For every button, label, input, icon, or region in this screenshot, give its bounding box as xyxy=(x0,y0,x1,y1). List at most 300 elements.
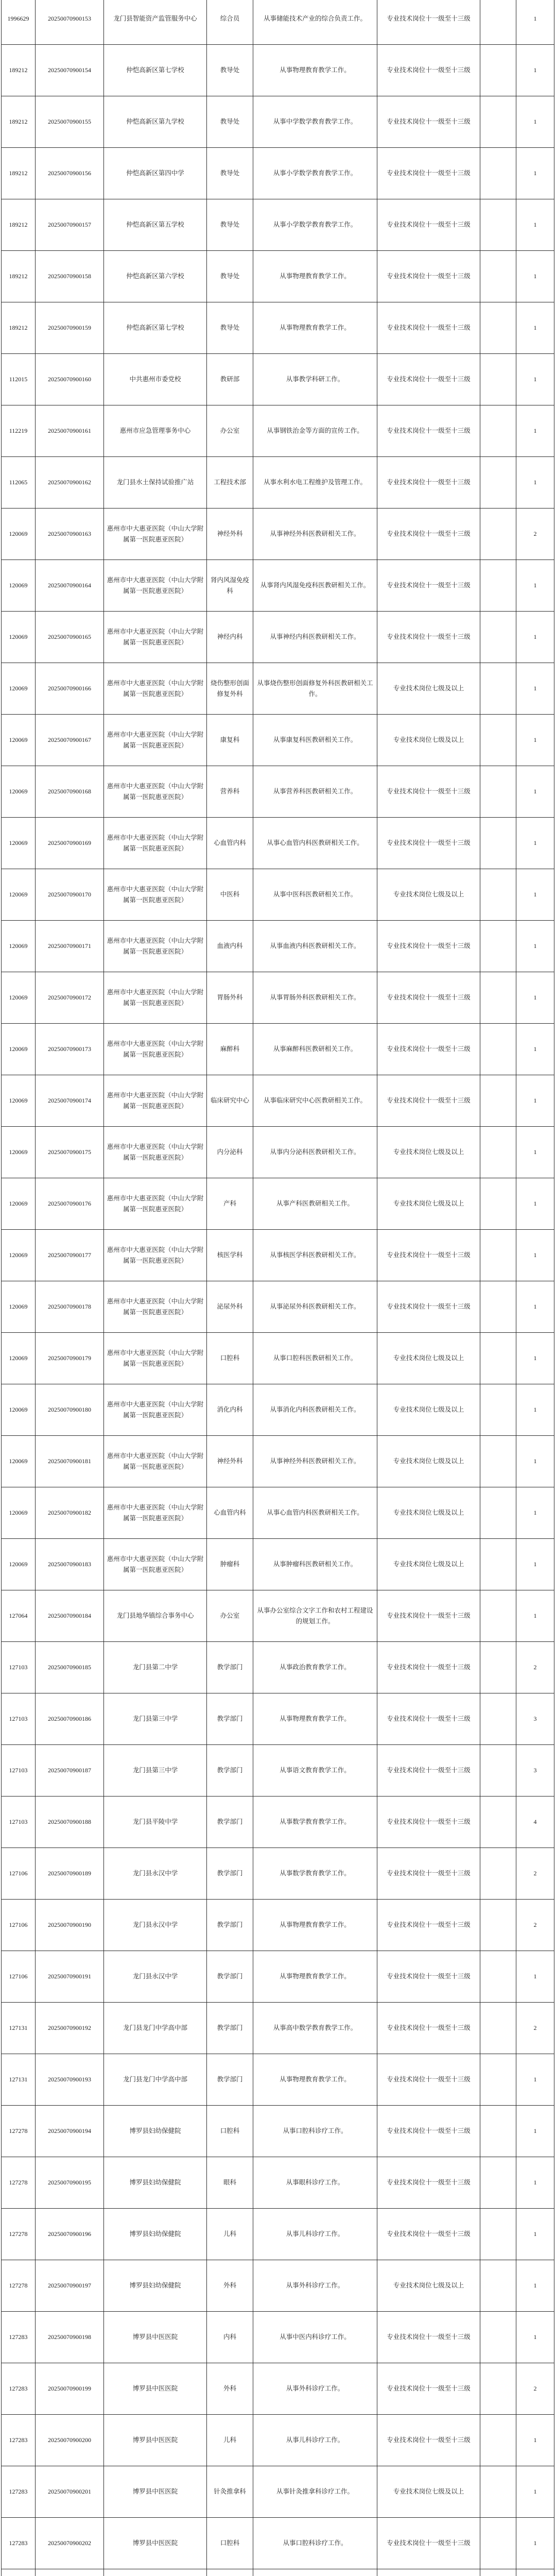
headcount-cell: 1 xyxy=(516,1178,554,1230)
job-description-cell: 从事钢铁治金等方面的宣传工作。 xyxy=(253,405,377,457)
job-description-cell: 从事物理教育教学工作。 xyxy=(253,302,377,354)
blank-cell xyxy=(480,663,516,715)
unit-name-cell: 仲恺高新区第五学校 xyxy=(104,199,207,251)
blank-cell xyxy=(480,1075,516,1127)
unit-code-cell: 127131 xyxy=(2,2054,36,2106)
department-cell: 教学部门 xyxy=(207,1693,253,1745)
unit-code-cell: 120069 xyxy=(2,921,36,972)
job-description-cell: 从事产科医教研相关工作。 xyxy=(253,1178,377,1230)
unit-code-cell: 120069 xyxy=(2,509,36,560)
unit-code-cell: 120069 xyxy=(2,1281,36,1333)
position-code-cell: 20250070900164 xyxy=(36,560,104,612)
unit-name-cell: 惠州市中大惠亚医院（中山大学附属第一医院惠亚医院） xyxy=(104,972,207,1024)
blank-cell xyxy=(480,1436,516,1487)
post-level-cell: 专业技术岗位十一级至十三级 xyxy=(377,972,480,1024)
department-cell: 消化内科 xyxy=(207,1384,253,1436)
department-cell: 营养科 xyxy=(207,766,253,818)
unit-name-cell: 博罗县中医医院 xyxy=(104,2415,207,2466)
unit-code-cell: 120069 xyxy=(2,818,36,869)
department-cell: 工程技术部 xyxy=(207,457,253,509)
unit-code-cell: 127103 xyxy=(2,1693,36,1745)
post-level-cell: 专业技术岗位十一级至十三级 xyxy=(377,2157,480,2209)
position-code-cell: 20250070900174 xyxy=(36,1075,104,1127)
table-row xyxy=(2,1745,554,1797)
job-description-cell: 从事小学数学教育教学工作。 xyxy=(253,199,377,251)
unit-code-cell: 120069 xyxy=(2,766,36,818)
unit-name-cell: 惠州市中大惠亚医院（中山大学附属第一医院惠亚医院） xyxy=(104,1333,207,1384)
department-cell: 口腔科 xyxy=(207,2106,253,2157)
table-row xyxy=(2,1642,554,1693)
unit-code-cell: 189212 xyxy=(2,96,36,148)
post-level-cell: 专业技术岗位十一级至十三级 xyxy=(377,1951,480,2003)
unit-name-cell xyxy=(104,2569,207,2576)
position-code-cell: 20250070900186 xyxy=(36,1693,104,1745)
position-code-cell: 20250070900168 xyxy=(36,766,104,818)
blank-cell xyxy=(480,1178,516,1230)
table-row xyxy=(2,148,554,199)
headcount-cell: 3 xyxy=(516,1745,554,1797)
department-cell: 教导处 xyxy=(207,302,253,354)
job-description-cell: 从事教学科研工作。 xyxy=(253,354,377,405)
job-description-cell: 从事烧伤整形创面修复外科医教研相关工作。 xyxy=(253,663,377,715)
unit-code-cell: 112219 xyxy=(2,405,36,457)
blank-cell xyxy=(480,2054,516,2106)
blank-cell xyxy=(480,45,516,96)
post-level-cell: 专业技术岗位十一级至十三级 xyxy=(377,2518,480,2569)
blank-cell xyxy=(480,302,516,354)
unit-name-cell: 惠州市中大惠亚医院（中山大学附属第一医院惠亚医院） xyxy=(104,663,207,715)
department-cell: 心血管内科 xyxy=(207,1487,253,1539)
job-description-cell: 从事语文教育教学工作。 xyxy=(253,1745,377,1797)
position-code-cell: 20250070900182 xyxy=(36,1487,104,1539)
blank-cell xyxy=(480,715,516,766)
blank-cell xyxy=(480,1281,516,1333)
post-level-cell: 专业技术岗位十一级至十三级 xyxy=(377,251,480,302)
department-cell: 教学部门 xyxy=(207,1848,253,1900)
unit-code-cell: 189212 xyxy=(2,251,36,302)
position-code-cell: 20250070900161 xyxy=(36,405,104,457)
unit-code-cell: 189212 xyxy=(2,199,36,251)
headcount-cell: 2 xyxy=(516,509,554,560)
post-level-cell: 专业技术岗位十一级至十三级 xyxy=(377,457,480,509)
headcount-cell: 1 xyxy=(516,2106,554,2157)
headcount-cell: 1 xyxy=(516,766,554,818)
job-description-cell: 从事小学数学教育教学工作。 xyxy=(253,148,377,199)
unit-name-cell: 惠州市中大惠亚医院（中山大学附属第一医院惠亚医院） xyxy=(104,1384,207,1436)
department-cell: 教学部门 xyxy=(207,1797,253,1848)
table-row xyxy=(2,972,554,1024)
unit-code-cell: 120069 xyxy=(2,1487,36,1539)
table-row xyxy=(2,921,554,972)
unit-code-cell: 127103 xyxy=(2,1797,36,1848)
position-code-cell: 20250070900172 xyxy=(36,972,104,1024)
headcount-cell: 3 xyxy=(516,1693,554,1745)
unit-code-cell: 189212 xyxy=(2,45,36,96)
headcount-cell: 1 xyxy=(516,2466,554,2518)
position-code-cell: 20250070900198 xyxy=(36,2312,104,2363)
department-cell: 口腔科 xyxy=(207,1333,253,1384)
unit-name-cell: 仲恺高新区第六学校 xyxy=(104,251,207,302)
blank-cell xyxy=(480,1642,516,1693)
unit-name-cell: 惠州市中大惠亚医院（中山大学附属第一医院惠亚医院） xyxy=(104,1539,207,1590)
department-cell: 教学部门 xyxy=(207,1745,253,1797)
job-description-cell: 从事水利水电工程维护及管理工作。 xyxy=(253,457,377,509)
headcount-cell: 2 xyxy=(516,2363,554,2415)
table-row xyxy=(2,45,554,96)
table-row xyxy=(2,1075,554,1127)
job-description-cell: 从事心血管内科医教研相关工作。 xyxy=(253,818,377,869)
table-row xyxy=(2,2106,554,2157)
job-description-cell: 从事儿科诊疗工作。 xyxy=(253,2209,377,2260)
unit-code-cell: 120069 xyxy=(2,715,36,766)
department-cell: 外科 xyxy=(207,2363,253,2415)
headcount-cell: 1 xyxy=(516,663,554,715)
job-description-cell: 从事麻醉科医教研相关工作。 xyxy=(253,1024,377,1075)
unit-name-cell: 龙门县永汉中学 xyxy=(104,1900,207,1951)
unit-code-cell: 127131 xyxy=(2,2003,36,2054)
post-level-cell: 专业技术岗位十一级至十三级 xyxy=(377,921,480,972)
headcount-cell: 1 xyxy=(516,354,554,405)
job-description-cell: 从事数学教育教学工作。 xyxy=(253,1848,377,1900)
post-level-cell: 专业技术岗位七级及以上 xyxy=(377,1384,480,1436)
unit-code-cell: 127278 xyxy=(2,2209,36,2260)
unit-name-cell: 仲恺高新区第四中学 xyxy=(104,148,207,199)
table-row xyxy=(2,2209,554,2260)
post-level-cell: 专业技术岗位十一级至十三级 xyxy=(377,2312,480,2363)
headcount-cell: 1 xyxy=(516,1281,554,1333)
headcount-cell: 1 xyxy=(516,560,554,612)
table-row xyxy=(2,1487,554,1539)
position-code-cell: 20250070900156 xyxy=(36,148,104,199)
table-row xyxy=(2,2312,554,2363)
unit-code-cell: 127278 xyxy=(2,2260,36,2312)
department-cell: 教学部门 xyxy=(207,1642,253,1693)
job-description-cell: 从事数学教育教学工作。 xyxy=(253,1797,377,1848)
unit-name-cell: 惠州市中大惠亚医院（中山大学附属第一医院惠亚医院） xyxy=(104,869,207,921)
unit-code-cell: 120069 xyxy=(2,972,36,1024)
blank-cell xyxy=(480,457,516,509)
blank-cell xyxy=(480,509,516,560)
post-level-cell: 专业技术岗位七级及以上 xyxy=(377,1487,480,1539)
headcount-cell: 1 xyxy=(516,2312,554,2363)
table-row xyxy=(2,302,554,354)
department-cell: 教导处 xyxy=(207,45,253,96)
department-cell: 教学部门 xyxy=(207,1951,253,2003)
job-description-cell: 从事胃肠外科医教研相关工作。 xyxy=(253,972,377,1024)
department-cell: 教导处 xyxy=(207,148,253,199)
job-description-cell: 从事高中数学教育教学工作。 xyxy=(253,2003,377,2054)
position-code-cell: 20250070900154 xyxy=(36,45,104,96)
job-description-cell: 从事针灸推拿科诊疗工作。 xyxy=(253,2466,377,2518)
table-row xyxy=(2,766,554,818)
unit-code-cell: 127283 xyxy=(2,2518,36,2569)
department-cell: 儿科 xyxy=(207,2209,253,2260)
headcount-cell: 1 xyxy=(516,2209,554,2260)
unit-code-cell: 120069 xyxy=(2,1075,36,1127)
position-code-cell: 20250070900194 xyxy=(36,2106,104,2157)
unit-name-cell: 博罗县中医医院 xyxy=(104,2363,207,2415)
headcount-cell: 2 xyxy=(516,1900,554,1951)
recruitment-table xyxy=(1,0,554,2576)
unit-name-cell: 惠州市中大惠亚医院（中山大学附属第一医院惠亚医院） xyxy=(104,1178,207,1230)
position-code-cell: 20250070900202 xyxy=(36,2518,104,2569)
post-level-cell: 专业技术岗位十一级至十三级 xyxy=(377,612,480,663)
department-cell: 中医科 xyxy=(207,869,253,921)
post-level-cell: 专业技术岗位十一级至十三级 xyxy=(377,1797,480,1848)
table-row xyxy=(2,1590,554,1642)
headcount-cell: 1 xyxy=(516,1127,554,1178)
department-cell: 肿瘤科 xyxy=(207,1539,253,1590)
post-level-cell: 专业技术岗位十一级至十三级 xyxy=(377,405,480,457)
blank-cell xyxy=(480,2260,516,2312)
position-code-cell: 20250070900195 xyxy=(36,2157,104,2209)
table-row xyxy=(2,1230,554,1281)
position-code-cell: 20250070900176 xyxy=(36,1178,104,1230)
table-row xyxy=(2,2466,554,2518)
position-code-cell: 20250070900181 xyxy=(36,1436,104,1487)
post-level-cell: 专业技术岗位十一级至十三级 xyxy=(377,560,480,612)
job-description-cell: 从事泌尿外科医教研相关工作。 xyxy=(253,1281,377,1333)
job-description-cell: 从事核医学科医教研相关工作。 xyxy=(253,1230,377,1281)
blank-cell xyxy=(480,2363,516,2415)
job-description-cell: 从事中学数学教育教学工作。 xyxy=(253,96,377,148)
blank-cell xyxy=(480,405,516,457)
job-description-cell: 从事心血管内科医教研相关工作。 xyxy=(253,1487,377,1539)
position-code-cell: 20250070900185 xyxy=(36,1642,104,1693)
unit-code-cell: 127064 xyxy=(2,1590,36,1642)
table-row xyxy=(2,0,554,45)
unit-code-cell: 127103 xyxy=(2,1745,36,1797)
post-level-cell: 专业技术岗位十一级至十三级 xyxy=(377,1848,480,1900)
post-level-cell: 专业技术岗位十一级至十三级 xyxy=(377,45,480,96)
table-row xyxy=(2,251,554,302)
department-cell: 内分泌科 xyxy=(207,1127,253,1178)
job-description-cell: 从事口腔科诊疗工作。 xyxy=(253,2518,377,2569)
unit-name-cell: 龙门县第三中学 xyxy=(104,1745,207,1797)
blank-cell xyxy=(480,2209,516,2260)
table-row xyxy=(2,1333,554,1384)
headcount-cell: 1 xyxy=(516,972,554,1024)
table-row xyxy=(2,96,554,148)
unit-code-cell: 120069 xyxy=(2,1230,36,1281)
position-code-cell: 20250070900175 xyxy=(36,1127,104,1178)
table-row xyxy=(2,2569,554,2576)
job-description-cell: 从事内分泌科医教研相关工作。 xyxy=(253,1127,377,1178)
department-cell xyxy=(207,2569,253,2576)
table-row xyxy=(2,1951,554,2003)
blank-cell xyxy=(480,148,516,199)
department-cell: 教学部门 xyxy=(207,2003,253,2054)
unit-code-cell: 127106 xyxy=(2,1848,36,1900)
unit-code-cell: 120069 xyxy=(2,612,36,663)
department-cell: 心血管内科 xyxy=(207,818,253,869)
job-description-cell: 从事政治教育教学工作。 xyxy=(253,1642,377,1693)
table-row xyxy=(2,354,554,405)
job-description-cell: 从事临床研究中心医教研相关工作。 xyxy=(253,1075,377,1127)
job-description-cell: 从事肿瘤科医教研相关工作。 xyxy=(253,1539,377,1590)
table-row xyxy=(2,1281,554,1333)
department-cell: 麻醉科 xyxy=(207,1024,253,1075)
blank-cell xyxy=(480,2312,516,2363)
headcount-cell: 1 xyxy=(516,2157,554,2209)
blank-cell xyxy=(480,354,516,405)
headcount-cell: 2 xyxy=(516,2003,554,2054)
unit-code-cell: 120069 xyxy=(2,1127,36,1178)
unit-code-cell: 127278 xyxy=(2,2157,36,2209)
unit-name-cell: 龙门县第二中学 xyxy=(104,1642,207,1693)
blank-cell xyxy=(480,972,516,1024)
unit-name-cell: 龙门县水土保持试验推广站 xyxy=(104,457,207,509)
job-description-cell: 从事眼科诊疗工作。 xyxy=(253,2157,377,2209)
unit-code-cell: 120069 xyxy=(2,869,36,921)
headcount-cell: 1 xyxy=(516,2260,554,2312)
unit-code-cell: 1996629 xyxy=(2,0,36,45)
unit-name-cell: 中共惠州市委党校 xyxy=(104,354,207,405)
headcount-cell: 1 xyxy=(516,45,554,96)
post-level-cell: 专业技术岗位十一级至十三级 xyxy=(377,2003,480,2054)
job-description-cell: 从事肾内风湿免疫科医教研相关工作。 xyxy=(253,560,377,612)
position-code-cell: 20250070900197 xyxy=(36,2260,104,2312)
headcount-cell: 1 xyxy=(516,612,554,663)
headcount-cell: 1 xyxy=(516,405,554,457)
blank-cell xyxy=(480,2415,516,2466)
headcount-cell: 1 xyxy=(516,1487,554,1539)
table-row xyxy=(2,2415,554,2466)
headcount-cell: 2 xyxy=(516,1848,554,1900)
headcount-cell: 1 xyxy=(516,199,554,251)
blank-cell xyxy=(480,2518,516,2569)
position-code-cell: 20250070900162 xyxy=(36,457,104,509)
unit-name-cell: 博罗县妇幼保健院 xyxy=(104,2260,207,2312)
department-cell: 教导处 xyxy=(207,96,253,148)
job-description-cell: 从事物理教育教学工作。 xyxy=(253,45,377,96)
position-code-cell: 20250070900200 xyxy=(36,2415,104,2466)
post-level-cell: 专业技术岗位七级及以上 xyxy=(377,1539,480,1590)
department-cell: 神经内科 xyxy=(207,612,253,663)
unit-name-cell: 惠州市中大惠亚医院（中山大学附属第一医院惠亚医院） xyxy=(104,921,207,972)
unit-name-cell: 惠州市中大惠亚医院（中山大学附属第一医院惠亚医院） xyxy=(104,715,207,766)
table-row xyxy=(2,199,554,251)
blank-cell xyxy=(480,2466,516,2518)
post-level-cell: 专业技术岗位七级及以上 xyxy=(377,663,480,715)
headcount-cell: 1 xyxy=(516,1436,554,1487)
unit-code-cell: 112015 xyxy=(2,354,36,405)
post-level-cell: 专业技术岗位十一级至十三级 xyxy=(377,1900,480,1951)
unit-name-cell: 龙门县智能资产监管服务中心 xyxy=(104,0,207,45)
unit-name-cell: 博罗县妇幼保健院 xyxy=(104,2106,207,2157)
position-code-cell: 20250070900190 xyxy=(36,1900,104,1951)
job-description-cell: 从事康复科医教研相关工作。 xyxy=(253,715,377,766)
blank-cell xyxy=(480,1230,516,1281)
job-description-cell: 从事外科诊疗工作。 xyxy=(253,2363,377,2415)
table-row xyxy=(2,1900,554,1951)
position-code-cell: 20250070900199 xyxy=(36,2363,104,2415)
job-description-cell: 从事神经内科医教研相关工作。 xyxy=(253,612,377,663)
department-cell: 办公室 xyxy=(207,405,253,457)
position-code-cell: 20250070900192 xyxy=(36,2003,104,2054)
blank-cell xyxy=(480,1590,516,1642)
position-code-cell: 20250070900191 xyxy=(36,1951,104,2003)
position-code-cell: 20250070900165 xyxy=(36,612,104,663)
post-level-cell: 专业技术岗位十一级至十三级 xyxy=(377,1281,480,1333)
unit-name-cell: 博罗县妇幼保健院 xyxy=(104,2157,207,2209)
post-level-cell: 专业技术岗位十一级至十三级 xyxy=(377,199,480,251)
blank-cell xyxy=(480,1539,516,1590)
table-row xyxy=(2,1848,554,1900)
blank-cell xyxy=(480,1900,516,1951)
position-code-cell: 20250070900160 xyxy=(36,354,104,405)
department-cell: 教导处 xyxy=(207,251,253,302)
post-level-cell: 专业技术岗位十一级至十三级 xyxy=(377,509,480,560)
unit-name-cell: 仲恺高新区第七学校 xyxy=(104,302,207,354)
table-row xyxy=(2,457,554,509)
department-cell: 教学部门 xyxy=(207,2054,253,2106)
headcount-cell: 2 xyxy=(516,1642,554,1693)
position-code-cell: 20250070900188 xyxy=(36,1797,104,1848)
headcount-cell: 1 xyxy=(516,2054,554,2106)
unit-name-cell: 惠州市中大惠亚医院（中山大学附属第一医院惠亚医院） xyxy=(104,509,207,560)
headcount-cell xyxy=(516,2569,554,2576)
job-description-cell: 从事中医内科诊疗工作。 xyxy=(253,2312,377,2363)
table-row xyxy=(2,1178,554,1230)
unit-name-cell: 龙门县平陵中学 xyxy=(104,1797,207,1848)
table-row xyxy=(2,2054,554,2106)
unit-code-cell: 127283 xyxy=(2,2363,36,2415)
position-code-cell: 20250070900173 xyxy=(36,1024,104,1075)
headcount-cell: 1 xyxy=(516,818,554,869)
blank-cell xyxy=(480,96,516,148)
unit-code-cell: 189212 xyxy=(2,302,36,354)
unit-code-cell: 127106 xyxy=(2,1900,36,1951)
blank-cell xyxy=(480,0,516,45)
headcount-cell: 1 xyxy=(516,715,554,766)
unit-code-cell: 120069 xyxy=(2,1024,36,1075)
table-row xyxy=(2,2518,554,2569)
job-description-cell: 从事营养科医教研相关工作。 xyxy=(253,766,377,818)
blank-cell xyxy=(480,818,516,869)
headcount-cell: 1 xyxy=(516,302,554,354)
position-code-cell: 20250070900155 xyxy=(36,96,104,148)
department-cell: 神经外科 xyxy=(207,1436,253,1487)
unit-code-cell: 112065 xyxy=(2,457,36,509)
headcount-cell: 1 xyxy=(516,2518,554,2569)
department-cell: 产科 xyxy=(207,1178,253,1230)
job-description-cell: 从事口腔科诊疗工作。 xyxy=(253,2106,377,2157)
headcount-cell: 1 xyxy=(516,1539,554,1590)
department-cell: 康复科 xyxy=(207,715,253,766)
headcount-cell: 1 xyxy=(516,1590,554,1642)
position-code-cell: 20250070900196 xyxy=(36,2209,104,2260)
unit-name-cell: 惠州市中大惠亚医院（中山大学附属第一医院惠亚医院） xyxy=(104,560,207,612)
headcount-cell: 1 xyxy=(516,921,554,972)
position-code-cell: 20250070900177 xyxy=(36,1230,104,1281)
post-level-cell: 专业技术岗位七级及以上 xyxy=(377,1127,480,1178)
headcount-cell: 1 xyxy=(516,148,554,199)
post-level-cell: 专业技术岗位十一级至十三级 xyxy=(377,354,480,405)
job-description-cell: 从事物理教育教学工作。 xyxy=(253,1693,377,1745)
unit-code-cell: 120069 xyxy=(2,1539,36,1590)
department-cell: 综合员 xyxy=(207,0,253,45)
unit-code-cell: 120069 xyxy=(2,1333,36,1384)
unit-code-cell: 120069 xyxy=(2,560,36,612)
unit-name-cell: 仲恺高新区第七学校 xyxy=(104,45,207,96)
unit-name-cell: 惠州市中大惠亚医院（中山大学附属第一医院惠亚医院） xyxy=(104,1127,207,1178)
department-cell: 神经外科 xyxy=(207,509,253,560)
table-row xyxy=(2,1436,554,1487)
unit-name-cell: 惠州市中大惠亚医院（中山大学附属第一医院惠亚医院） xyxy=(104,1487,207,1539)
job-description-cell: 从事口腔科医教研相关工作。 xyxy=(253,1333,377,1384)
table-row xyxy=(2,869,554,921)
